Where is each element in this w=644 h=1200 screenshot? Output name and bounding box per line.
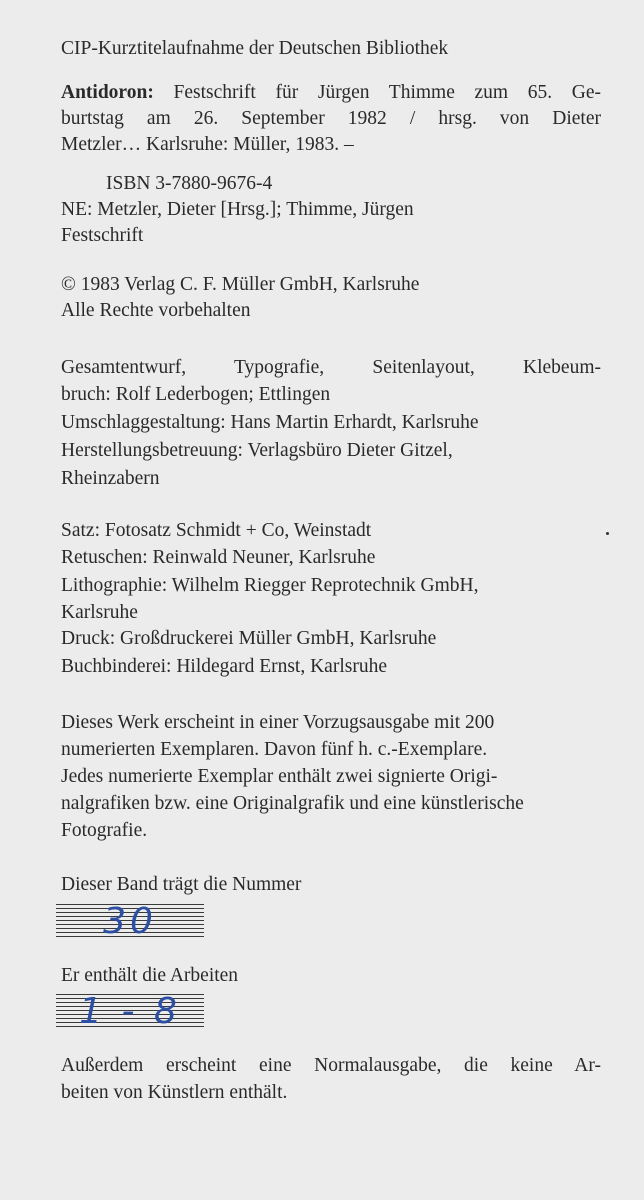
design-line-1: Gesamtentwurf, Typografie, Seitenlayout, Klebeum- bbox=[61, 357, 601, 378]
production-line-6: Buchbinderei: Hildegard Ernst, Karlsruhe bbox=[61, 656, 387, 677]
copyright-line-2: Alle Rechte vorbehalten bbox=[61, 300, 251, 321]
copyright-line-1: © 1983 Verlag C. F. Müller GmbH, Karlsruhe bbox=[61, 274, 420, 295]
cip-heading: CIP-Kurztitelaufnahme der Deutschen Bibliothek bbox=[61, 38, 449, 59]
production-line-1: Satz: Fotosatz Schmidt + Co, Weinstadt bbox=[61, 520, 372, 541]
cip-title-rest: Festschrift für Jürgen Thimme zum 65. Ge- bbox=[153, 82, 601, 103]
band-number-label: Dieser Band trägt die Nummer bbox=[61, 874, 302, 895]
cip-title-bold: Antidoron: bbox=[61, 82, 154, 103]
works-range-field bbox=[56, 990, 204, 1032]
edition-line-2: numerierten Exemplaren. Davon fünf h. c.-Exemplare. bbox=[61, 739, 488, 760]
cip-title-line bbox=[61, 80, 601, 106]
production-line-2: Retuschen: Reinwald Neuner, Karlsruhe bbox=[61, 547, 376, 568]
cip-isbn: ISBN 3-7880-9676-4 bbox=[106, 173, 273, 194]
works-range-handwritten: 1 - 8 bbox=[79, 990, 181, 1032]
production-line-4: Karlsruhe bbox=[61, 602, 138, 623]
design-line-4: Herstellungsbetreuung: Verlagsbüro Dieter Gitzel, bbox=[61, 440, 453, 461]
band-number-handwritten: 30 bbox=[103, 900, 157, 942]
design-line-3: Umschlaggestaltung: Hans Martin Erhardt, Karlsruhe bbox=[61, 412, 479, 433]
stray-dot bbox=[606, 532, 609, 535]
design-line-5: Rheinzabern bbox=[61, 468, 160, 489]
edition-line-4: nalgrafiken bzw. eine Originalgrafik und eine künstlerische bbox=[61, 793, 524, 814]
edition-line-1: Dieses Werk erscheint in einer Vorzugsausgabe mit 200 bbox=[61, 712, 495, 733]
normal-edition-line-2: beiten von Künstlern enthält. bbox=[61, 1082, 288, 1103]
edition-line-3: Jedes numerierte Exemplar enthält zwei signierte Origi- bbox=[61, 766, 498, 787]
works-label: Er enthält die Arbeiten bbox=[61, 965, 239, 986]
design-line-2: bruch: Rolf Lederbogen; Ettlingen bbox=[61, 384, 331, 405]
cip-line-3: Metzler… Karlsruhe: Müller, 1983. – bbox=[61, 134, 354, 155]
cip-ne: NE: Metzler, Dieter [Hrsg.]; Thimme, Jürgen bbox=[61, 199, 414, 220]
cip-festschrift: Festschrift bbox=[61, 225, 144, 246]
band-number-field bbox=[56, 900, 204, 942]
production-line-3: Lithographie: Wilhelm Riegger Reprotechnik GmbH, bbox=[61, 575, 479, 596]
production-line-5: Druck: Großdruckerei Müller GmbH, Karlsruhe bbox=[61, 628, 437, 649]
edition-line-5: Fotografie. bbox=[61, 820, 148, 841]
normal-edition-line-1: Außerdem erscheint eine Normalausgabe, die keine Ar- bbox=[61, 1055, 601, 1076]
cip-line-2: burtstag am 26. September 1982 / hrsg. von Dieter bbox=[61, 108, 601, 129]
